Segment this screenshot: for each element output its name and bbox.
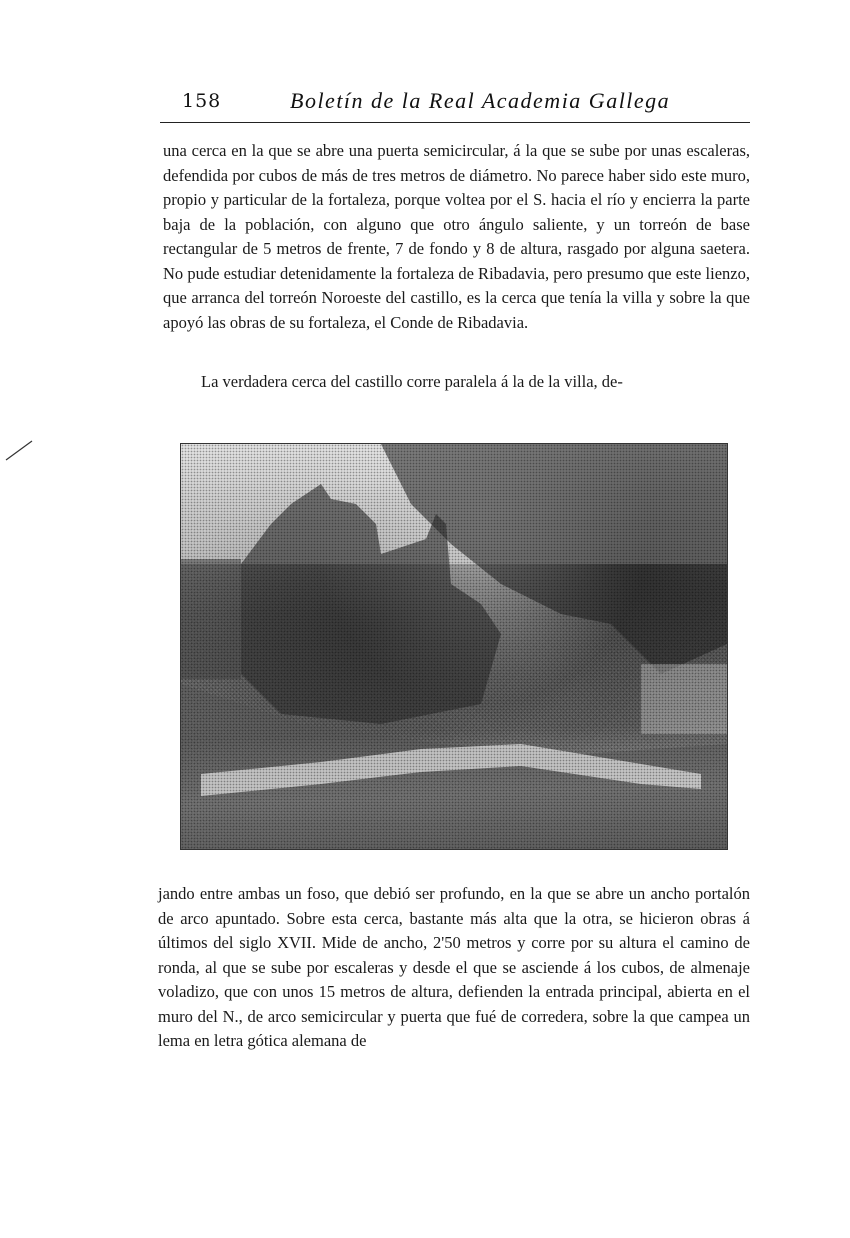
page-header bbox=[160, 88, 750, 123]
page-number: 158 bbox=[182, 90, 222, 112]
paragraph-2: La verdadera cerca del castillo corre paralela á la de la villa, de- bbox=[201, 372, 623, 391]
margin-pencil-mark bbox=[4, 438, 34, 464]
paragraph-1: una cerca en la que se abre una puerta semicircular, á la que se sube por unas escaleras, defendida por cubos de más de tres metros de diámetro. No parece haber sido este muro, propio y particular de la fortaleza, porque voltea por el S. hacia el río y encierra la parte baja de la población, con alguno que otro ángulo saliente, y un torreón de base rectangular de 5 metros de frente, 7 de fondo y 8 de altura, rasgado por alguna saetera. No pude estudiar detenidamente la fortaleza de Ribadavia, pero presumo que este lienzo, que arranca del torreón Noroeste del castillo, es la cerca que tenía la villa y sobre la que apoyó las obras de su fortaleza, el Conde de Ribadavia. bbox=[163, 141, 750, 332]
running-title: Boletín de la Real Academia Gallega bbox=[290, 88, 671, 113]
paragraph-3: jando entre ambas un foso, que debió ser profundo, en la que se abre un ancho portalón de arco apuntado. Sobre esta cerca, bastante más alta que la otra, se hicieron obras á últimos del siglo XVII. Mide de ancho, 2'50 metros y corre por su altura el camino de ronda, al que se sube por escaleras y desde el que se asciende á los cubos, de almenaje voladizo, que con unos 15 metros de altura, defienden la entrada principal, abierta en el muro del N., de arco semicircular y puerta que fué de corredera, sobre la que campea un lema en letra gótica alemana de bbox=[158, 884, 750, 1050]
photograph-illustration bbox=[181, 444, 727, 849]
castle-photograph bbox=[180, 443, 728, 850]
